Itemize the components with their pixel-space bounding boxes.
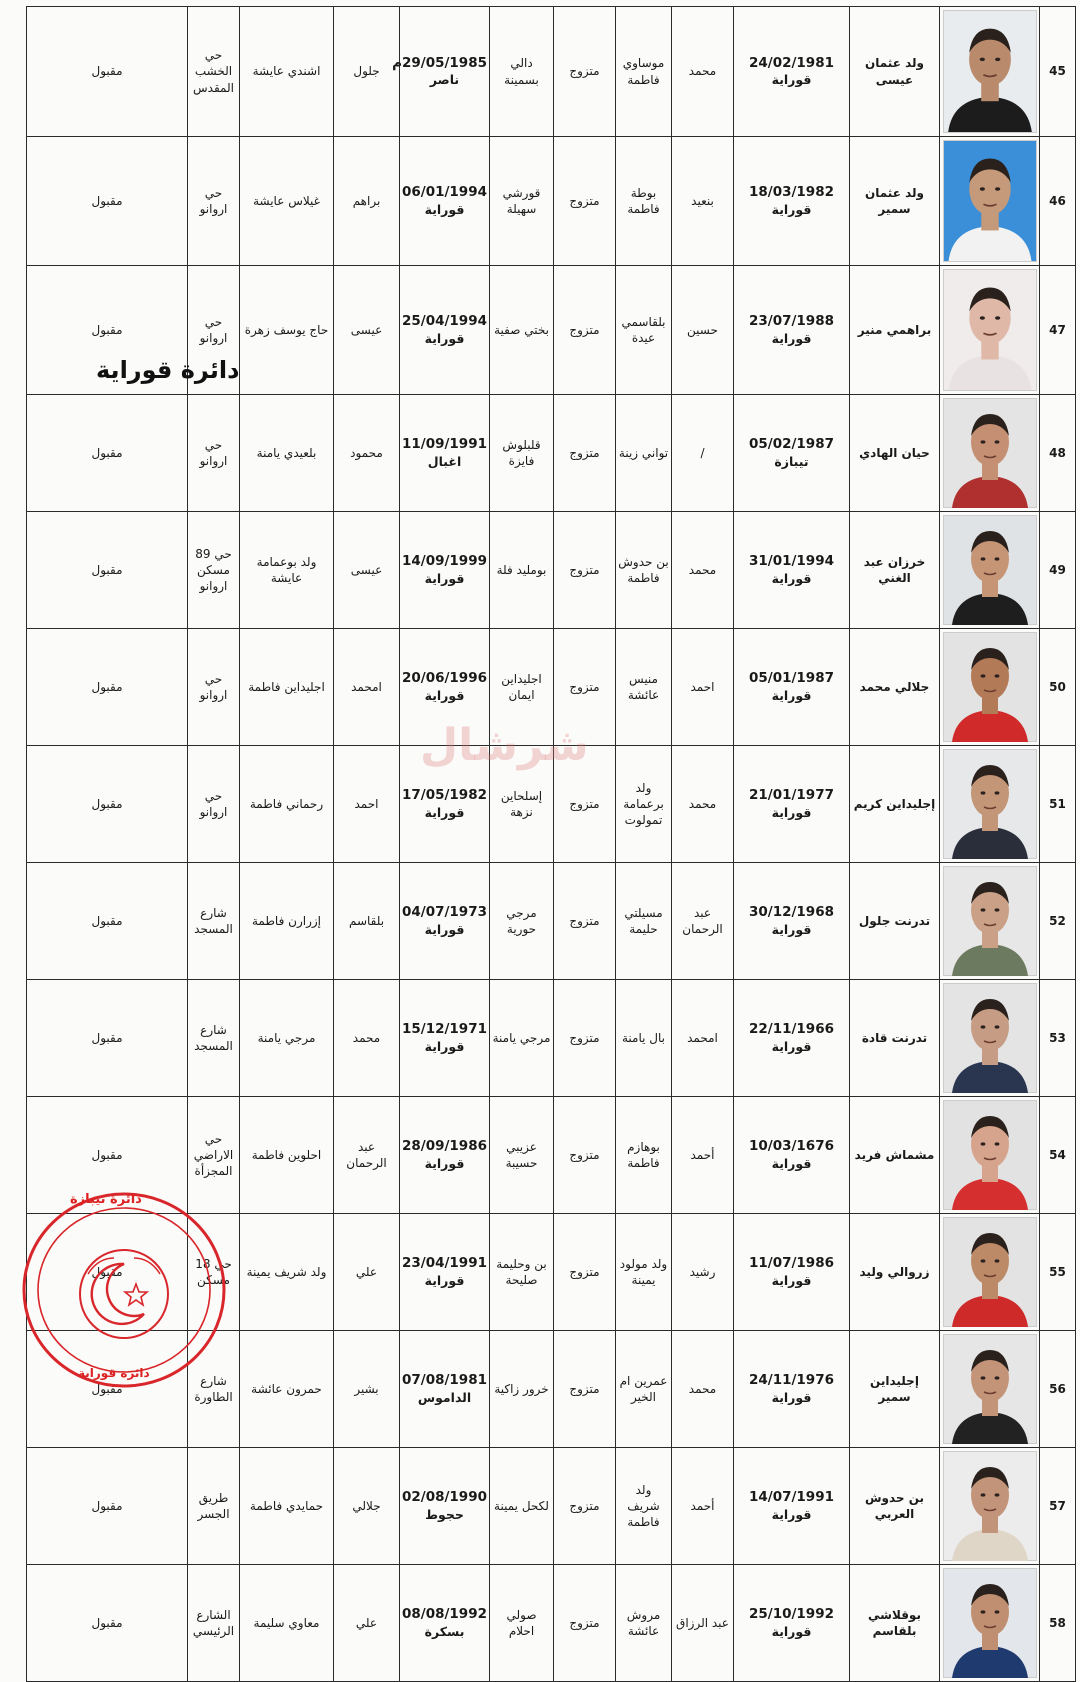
spouse-name: إسلحاين نزهة (490, 746, 554, 863)
marriage-place: بسكرة (424, 1623, 465, 1639)
marriage-place: قوراية (424, 1155, 465, 1171)
marital-status: متزوج (554, 863, 616, 980)
spouse-father-name: عيسى (334, 266, 400, 395)
spouse-mother-name: احلوين فاطمة (240, 1097, 334, 1214)
status: مقبول (27, 137, 188, 266)
portrait-photo (943, 749, 1037, 859)
spouse-father-name: جلول (334, 7, 400, 137)
marriage-info-cell (400, 1214, 490, 1331)
birth-place: قوراية (771, 1389, 812, 1405)
address: حي اروانو (188, 137, 240, 266)
spouse-father-name: محمد (334, 980, 400, 1097)
marriage-place: قوراية (424, 1272, 465, 1288)
birth-place: قوراية (771, 1506, 812, 1522)
mother-name: ولد برعمامة تمولوت (616, 746, 672, 863)
birth-place: تيبازة (774, 453, 809, 469)
photo-cell (940, 395, 1040, 512)
marriage-info-cell (400, 980, 490, 1097)
father-name: حسين (672, 266, 734, 395)
applicant-name: إجليداين كريم (850, 746, 940, 863)
marriage-date: 06/01/1994 (401, 184, 487, 201)
address: حي اروانو (188, 746, 240, 863)
table-row (27, 395, 1076, 512)
applicant-name: بوقلاشي بلقاسم (850, 1565, 940, 1682)
status: مقبول (27, 7, 188, 137)
portrait-photo (943, 1334, 1037, 1444)
marriage-date: 28/09/1986 (401, 1138, 487, 1155)
birth-info-cell (734, 512, 850, 629)
mother-name: ولد مولود يمينة (616, 1214, 672, 1331)
portrait-photo (943, 515, 1037, 625)
table-row (27, 863, 1076, 980)
spouse-name: اجليداين ايمان (490, 629, 554, 746)
marriage-date: 20/06/1996 (401, 670, 487, 687)
birth-place: قوراية (771, 72, 812, 88)
marital-status: متزوج (554, 980, 616, 1097)
marriage-info-cell (392, 7, 490, 137)
birth-date: 05/02/1987 (748, 436, 834, 453)
spouse-name: صولي احلام (490, 1565, 554, 1682)
marital-status: متزوج (554, 7, 616, 137)
photo-cell (940, 1214, 1040, 1331)
applicant-name: خرزان عبد الغني (850, 512, 940, 629)
birth-place: قوراية (771, 330, 812, 346)
portrait-photo (943, 1100, 1037, 1210)
birth-date: 25/10/1992 (748, 1606, 834, 1623)
marital-status: متزوج (554, 1565, 616, 1682)
watermark: شرشال (420, 720, 589, 771)
marriage-place: ناصر (429, 72, 460, 88)
applicant-name: إجليداين سمير (850, 1331, 940, 1448)
portrait-photo (943, 1451, 1037, 1561)
table-row (27, 1565, 1076, 1682)
marriage-place: قوراية (424, 1038, 465, 1054)
father-name: / (672, 395, 734, 512)
marriage-place: قوراية (424, 804, 465, 820)
birth-place: قوراية (771, 1155, 812, 1171)
applicant-name: بن حدوش العربي (850, 1448, 940, 1565)
portrait-photo (943, 398, 1037, 508)
address: حي الخشب المقدس (188, 7, 240, 137)
spouse-mother-name: ولد شريف يمينة (240, 1214, 334, 1331)
spouse-name: خرور زاكية (490, 1331, 554, 1448)
marriage-info-cell (400, 1448, 490, 1565)
spouse-name: بن وحليمة صليحة (490, 1214, 554, 1331)
spouse-mother-name: رحماني فاطمة (240, 746, 334, 863)
birth-info-cell (734, 1097, 850, 1214)
marriage-place: اغبال (427, 453, 462, 469)
marital-status: متزوج (554, 1331, 616, 1448)
portrait-photo (943, 1568, 1037, 1678)
father-name: بنعيد (672, 137, 734, 266)
portrait-photo (943, 1217, 1037, 1327)
marriage-info-cell (400, 1331, 490, 1448)
birth-date: 14/07/1991 (748, 1489, 834, 1506)
photo-cell (940, 863, 1040, 980)
spouse-name: قلبلوش فايزة (490, 395, 554, 512)
birth-date: 21/01/1977 (748, 787, 834, 804)
mother-name: ولد شريف فاطمة (616, 1448, 672, 1565)
spouse-name: مرجي حورية (490, 863, 554, 980)
address: شارع المسجد (188, 863, 240, 980)
marital-status: متزوج (554, 1214, 616, 1331)
spouse-father-name: عيسى (334, 512, 400, 629)
status: مقبول (27, 512, 188, 629)
birth-info-cell (734, 1214, 850, 1331)
birth-date: 30/12/1968 (748, 904, 834, 921)
birth-info-cell (734, 1331, 850, 1448)
portrait-photo (943, 140, 1037, 262)
spouse-name: مرجي يامنة (490, 980, 554, 1097)
table-row (27, 980, 1076, 1097)
spouse-father-name: علي (334, 1565, 400, 1682)
photo-cell (940, 980, 1040, 1097)
birth-place: قوراية (771, 570, 812, 586)
spouse-mother-name: اجليداين فاطمة (240, 629, 334, 746)
daira-stamp-title: دائرة قوراية (96, 356, 240, 384)
row-number: 57 (1040, 1448, 1076, 1565)
row-number: 54 (1040, 1097, 1076, 1214)
status: مقبول (27, 395, 188, 512)
address: شارع المسجد (188, 980, 240, 1097)
marriage-date: 25/04/1994 (401, 313, 487, 330)
row-number: 48 (1040, 395, 1076, 512)
marriage-place: قوراية (424, 570, 465, 586)
portrait-photo (943, 866, 1037, 976)
birth-date: 24/11/1976 (748, 1372, 834, 1389)
marriage-date: 02/08/1990 (401, 1489, 487, 1506)
marriage-place: الداموس (417, 1389, 472, 1405)
birth-place: قوراية (771, 921, 812, 937)
row-number: 50 (1040, 629, 1076, 746)
photo-cell (940, 1565, 1040, 1682)
applicant-name: تدرنت جلول (850, 863, 940, 980)
seal-top-text: دائرة تيبازة (70, 1192, 142, 1207)
father-name: محمد (672, 512, 734, 629)
birth-info-cell (734, 746, 850, 863)
spouse-father-name: امحمد (334, 629, 400, 746)
spouse-father-name: جلالي (334, 1448, 400, 1565)
spouse-father-name: محمود (334, 395, 400, 512)
mother-name: عمرين ام الخير (616, 1331, 672, 1448)
row-number: 53 (1040, 980, 1076, 1097)
marriage-date: 29/05/1985م (392, 54, 487, 71)
spouse-mother-name: حمرون عائشة (240, 1331, 334, 1448)
status: مقبول (27, 1448, 188, 1565)
birth-info-cell (734, 980, 850, 1097)
marital-status: متزوج (554, 746, 616, 863)
birth-info-cell (734, 1565, 850, 1682)
spouse-name: بختي صفية (490, 266, 554, 395)
spouse-mother-name: مرجي يامنة (240, 980, 334, 1097)
marriage-info-cell (400, 137, 490, 266)
status: مقبول (27, 863, 188, 980)
birth-date: 22/11/1966 (748, 1021, 834, 1038)
applicant-name: جلالي محمد (850, 629, 940, 746)
birth-date: 31/01/1994 (748, 553, 834, 570)
row-number: 58 (1040, 1565, 1076, 1682)
status: مقبول (27, 266, 188, 395)
mother-name: بوطة فاطمة (616, 137, 672, 266)
marriage-place: قوراية (424, 687, 465, 703)
row-number: 51 (1040, 746, 1076, 863)
birth-place: قوراية (771, 1272, 812, 1288)
marital-status: متزوج (554, 1097, 616, 1214)
spouse-father-name: احمد (334, 746, 400, 863)
portrait-photo (943, 10, 1037, 133)
table-row (27, 7, 1076, 137)
marriage-info-cell (400, 863, 490, 980)
row-number: 45 (1040, 7, 1076, 137)
marriage-date: 08/08/1992 (401, 1606, 487, 1623)
marital-status: متزوج (554, 1448, 616, 1565)
spouse-father-name: علي (334, 1214, 400, 1331)
row-number: 46 (1040, 137, 1076, 266)
mother-name: مسيلتي حليمة (616, 863, 672, 980)
birth-info-cell (734, 629, 850, 746)
applicant-name: تدرنت قادة (850, 980, 940, 1097)
seal-bottom-text: دائرة قوراية (78, 1366, 150, 1380)
portrait-photo (943, 632, 1037, 742)
birth-place: قوراية (771, 1038, 812, 1054)
father-name: أحمد (672, 1448, 734, 1565)
mother-name: بلقاسمي عيدة (616, 266, 672, 395)
birth-info-cell (734, 1448, 850, 1565)
photo-cell (940, 7, 1040, 137)
birth-place: قوراية (771, 1623, 812, 1639)
marriage-place: قوراية (424, 330, 465, 346)
birth-place: قوراية (771, 201, 812, 217)
photo-cell (940, 1331, 1040, 1448)
photo-cell (940, 1097, 1040, 1214)
birth-date: 18/03/1982 (748, 184, 834, 201)
father-name: رشيد (672, 1214, 734, 1331)
marriage-place: حجوط (425, 1506, 464, 1522)
spouse-name: قورشي سهيلة (490, 137, 554, 266)
birth-date: 23/07/1988 (748, 313, 834, 330)
marriage-info-cell (400, 1565, 490, 1682)
father-name: عبد الرحمان (672, 863, 734, 980)
address: حي 89 مسكن اروانو (188, 512, 240, 629)
birth-info-cell (734, 863, 850, 980)
table-row (27, 1448, 1076, 1565)
spouse-mother-name: بلعيدي يامنة (240, 395, 334, 512)
marriage-date: 23/04/1991 (401, 1255, 487, 1272)
status: مقبول (27, 1565, 188, 1682)
address: حي الاراضي المجزأة (188, 1097, 240, 1214)
spouse-name: لكحل يمينة (490, 1448, 554, 1565)
marriage-date: 14/09/1999 (401, 553, 487, 570)
mother-name: منيس عائشة (616, 629, 672, 746)
marital-status: متزوج (554, 512, 616, 629)
marriage-date: 07/08/1981 (401, 1372, 487, 1389)
birth-place: قوراية (771, 687, 812, 703)
father-name: احمد (672, 629, 734, 746)
address: حي اروانو (188, 629, 240, 746)
row-number: 49 (1040, 512, 1076, 629)
marital-status: متزوج (554, 266, 616, 395)
marriage-date: 17/05/1982 (401, 787, 487, 804)
status: مقبول (27, 1331, 188, 1448)
spouse-name: بومليد فلة (490, 512, 554, 629)
address: حي اروانو (188, 266, 240, 395)
photo-cell (940, 629, 1040, 746)
row-number: 56 (1040, 1331, 1076, 1448)
applicant-name: حيان الهادي (850, 395, 940, 512)
birth-info-cell (734, 395, 850, 512)
photo-cell (940, 1448, 1040, 1565)
applicant-name: مشماش فريد (850, 1097, 940, 1214)
row-number: 52 (1040, 863, 1076, 980)
spouse-name: دالي بسمينة (490, 7, 554, 137)
photo-cell (940, 746, 1040, 863)
status: مقبول (27, 746, 188, 863)
marital-status: متزوج (554, 395, 616, 512)
birth-date: 05/01/1987 (748, 670, 834, 687)
spouse-mother-name: غيلاس عايشة (240, 137, 334, 266)
marriage-place: قوراية (424, 921, 465, 937)
address: طريق الجسر (188, 1448, 240, 1565)
address: شارع الطاورة (188, 1331, 240, 1448)
status: مقبول (27, 1214, 188, 1331)
address: حي 18 مسكن (188, 1214, 240, 1331)
spouse-mother-name: اشندي عايشة (240, 7, 334, 137)
row-number: 47 (1040, 266, 1076, 395)
mother-name: تواني زينة (616, 395, 672, 512)
mother-name: بن حدوش فاطمة (616, 512, 672, 629)
marriage-date: 11/09/1991 (401, 436, 487, 453)
applicant-name: ولد عثمان عيسى (850, 7, 940, 137)
spouse-father-name: بلقاسم (334, 863, 400, 980)
marriage-date: 04/07/1973 (401, 904, 487, 921)
marriage-date: 15/12/1971 (401, 1021, 487, 1038)
spouse-father-name: بشير (334, 1331, 400, 1448)
marriage-place: قوراية (424, 201, 465, 217)
official-seal (18, 1188, 230, 1392)
address: حي اروانو (188, 395, 240, 512)
spouse-name: عزيبي حسيبة (490, 1097, 554, 1214)
birth-info-cell (734, 266, 850, 395)
birth-place: قوراية (771, 804, 812, 820)
spouse-mother-name: حمايدي فاطمة (240, 1448, 334, 1565)
photo-cell (940, 512, 1040, 629)
applicant-name: ولد عثمان سمير (850, 137, 940, 266)
mother-name: موساوي فاطمة (616, 7, 672, 137)
photo-cell (940, 266, 1040, 395)
father-name: عبد الرزاق (672, 1565, 734, 1682)
table-row (27, 512, 1076, 629)
mother-name: بوهازم فاطمة (616, 1097, 672, 1214)
portrait-photo (943, 269, 1037, 391)
mother-name: مروش عائشة (616, 1565, 672, 1682)
portrait-photo (943, 983, 1037, 1093)
photo-cell (940, 137, 1040, 266)
marriage-info-cell (400, 395, 490, 512)
status: مقبول (27, 1097, 188, 1214)
birth-info-cell (734, 7, 850, 137)
spouse-mother-name: ولد بوعمامة عايشة (240, 512, 334, 629)
birth-date: 11/07/1986 (748, 1255, 834, 1272)
status: مقبول (27, 980, 188, 1097)
marriage-info-cell (400, 1097, 490, 1214)
father-name: أحمد (672, 1097, 734, 1214)
father-name: محمد (672, 1331, 734, 1448)
applicant-name: براهمي منير (850, 266, 940, 395)
spouse-mother-name: معاوي سليمة (240, 1565, 334, 1682)
applicants-table-body (27, 7, 1076, 1682)
birth-date: 10/03/1676 (748, 1138, 834, 1155)
birth-info-cell (734, 137, 850, 266)
birth-date: 24/02/1981 (748, 54, 834, 71)
marital-status: متزوج (554, 629, 616, 746)
status: مقبول (27, 629, 188, 746)
spouse-mother-name: حاج يوسف زهرة (240, 266, 334, 395)
spouse-mother-name: إزرارن فاطمة (240, 863, 334, 980)
marital-status: متزوج (554, 137, 616, 266)
marriage-info-cell (400, 266, 490, 395)
table-row (27, 137, 1076, 266)
row-number: 55 (1040, 1214, 1076, 1331)
father-name: محمد (672, 7, 734, 137)
father-name: امحمد (672, 980, 734, 1097)
spouse-father-name: عبد الرحمان (334, 1097, 400, 1214)
applicants-table (26, 6, 1076, 1682)
father-name: محمد (672, 746, 734, 863)
marriage-info-cell (400, 512, 490, 629)
applicant-name: زروالي وليد (850, 1214, 940, 1331)
mother-name: بال يامنة (616, 980, 672, 1097)
address: الشارع الرئيسي (188, 1565, 240, 1682)
spouse-father-name: براهم (334, 137, 400, 266)
